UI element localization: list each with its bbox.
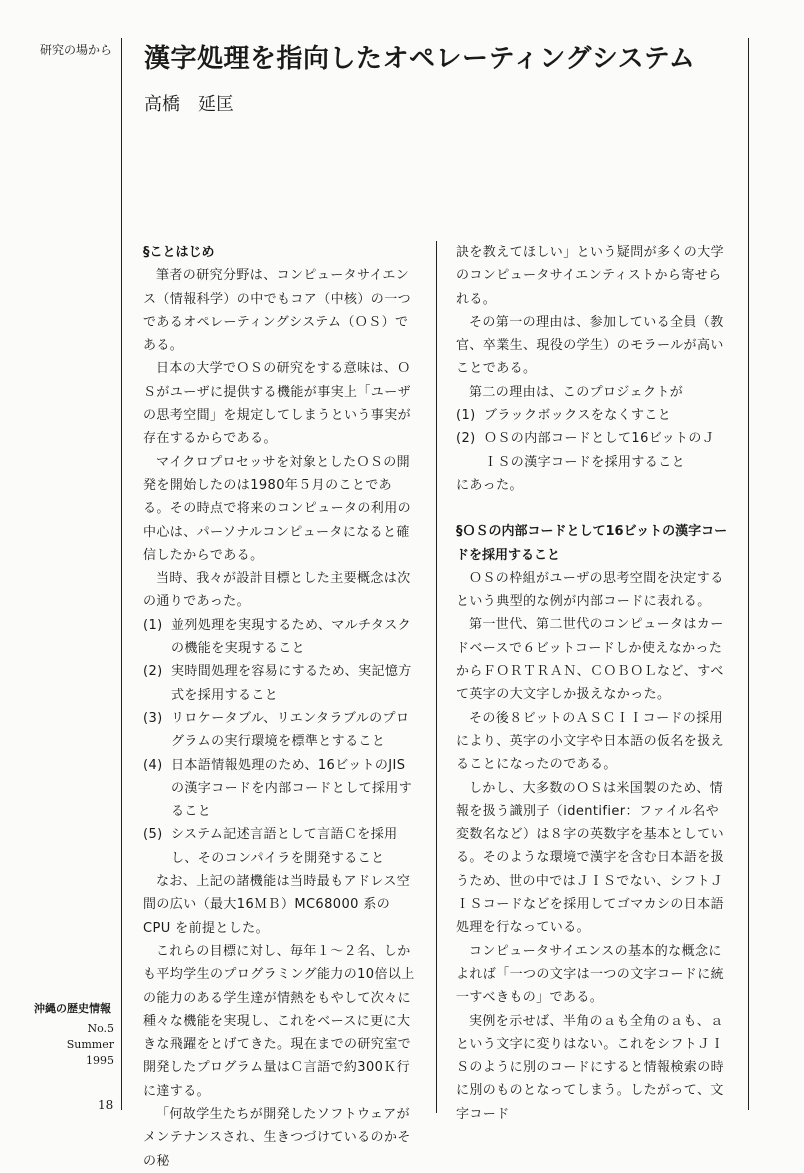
- list-text: ＯＳの内部コードとして16ビットのＪＩＳの漢字コードを採用すること: [484, 431, 716, 470]
- section-heading-internal-code: §ＯＳの内部コードとして16ビットの漢字コードを採用すること: [456, 524, 728, 563]
- paragraph: マイクロプロセッサを対象としたＯＳの開発を開始したのは1980年５月のことである。その時点で将来のコンピュータの利用の中心は、パーソナルコンピュータになると確信したからである。: [143, 454, 412, 563]
- list-text: 実時間処理を容易にするため、実記憶方式を採用すること: [171, 664, 412, 703]
- right-column: [456, 241, 728, 1126]
- paragraph: 当時、我々が設計目標とした主要概念は次の通りであった。: [143, 571, 411, 610]
- article-title: 漢字処理を指向したオペレーティングシステム: [144, 44, 696, 74]
- author-name: 高橋 延匡: [144, 94, 234, 115]
- goal-list-item: [143, 823, 415, 870]
- paragraph: コンピュータサイエンスの基本的な概念によれば「一つの文字は一つの文字コードに統一すべきもの」である。: [456, 943, 725, 1006]
- goal-list-item: [143, 707, 415, 754]
- list-text: 並列処理を実現するため、マルチタスクの機能を実現すること: [171, 617, 412, 657]
- list-text: システム記述言語として言語Ｃを採用し、そのコンパイラを開発すること: [171, 827, 398, 866]
- list-number: (4): [143, 757, 163, 773]
- list-number: (5): [143, 827, 163, 843]
- list-number: (2): [143, 664, 163, 680]
- list-number: (2): [456, 431, 476, 447]
- paragraph: なお、上記の諸機能は当時最もアドレス空間の広い（最大16ＭＢ）MC68000 系のCPU を前提とした。: [143, 874, 411, 936]
- column-divider: [436, 241, 437, 1113]
- paragraph: その後８ビットのＡＳＣＩＩコードの採用により、英字の小文字や日本語の仮名を扱えることになったのである。: [456, 710, 725, 773]
- reason-list-item: [456, 404, 728, 427]
- paragraph: その第一の理由は、参加している全員（教官、卒業生、現役の学生）のモラールが高いことである。: [456, 314, 724, 377]
- paragraph: 筆者の研究分野は、コンピュータサイエンス（情報科学）の中でもコア（中核）の一つであるオペレーティングシステム（ＯＳ）である。: [143, 268, 412, 354]
- list-number: (1): [143, 617, 163, 633]
- issue-season: Summer: [66, 1038, 114, 1051]
- paragraph: 訣を教えてほしい」という疑問が多くの大学のコンピュータサイエンティストから寄せられる。: [456, 245, 725, 307]
- paragraph: これらの目標に対し、毎年１～２名、しかも平均学生のプログラミング能力の10倍以上の能力のある学生達が情熱をもやして次々に種々な機能を実現し、これをベースに更に大きな飛躍をとげてきた。現在までの研究室で開発したプログラム量はＣ言語で約300Ｋ行に達する。: [143, 943, 415, 1099]
- paragraph: 第二の理由は、このプロジェクトが: [469, 384, 684, 400]
- paragraph: しかし、大多数のＯＳは米国製のため、情報を扱う識別子（identifier：ファイル名や変数名など）は８字の英数字を基本としている。そのような環境で漢字を含む日本語を扱うため、世の中ではＪＩＳでない、シフトＪＩＳコードなどを採用してゴマカシの日本語処理を行なっている。: [456, 780, 725, 936]
- paragraph: 実例を示せば、半角のａも全角のａも、ａという文字に変りはない。これをシフトＪＩＳのように別のコードにすると情報検索の時に別のものとなってしまう。したがって、文字コード: [456, 1013, 725, 1122]
- reason-list-item: [456, 427, 728, 474]
- issue-number: No.5: [87, 1022, 114, 1035]
- list-text: リロケータブル、リエンタラブルのプログラムの実行環境を標準とすること: [171, 710, 410, 750]
- paragraph: ＯＳの枠組がユーザの思考空間を決定するという典型的な例が内部コードに表れる。: [456, 570, 724, 610]
- section-heading-intro: §ことはじめ: [143, 245, 215, 260]
- page-number: 18: [98, 1098, 114, 1112]
- paragraph: 第一世代、第二世代のコンピュータはカードベースで６ビットコードしか使えなかったからＦＯＲＴＲＡＮ、ＣＯＢＯＬなど、すべて英字の大文字しか扱えなかった。: [456, 617, 724, 703]
- paragraph: にあった。: [456, 477, 523, 493]
- left-column: [143, 241, 415, 1173]
- goal-list-item: [143, 660, 415, 707]
- list-text: ブラックボックスをなくすこと: [484, 408, 672, 424]
- list-number: (3): [143, 710, 163, 726]
- paragraph: 日本の大学でＯＳの研究をする意味は、ＯＳがユーザに提供する機能が事実上「ユーザの思考空間」を規定してしまうという事実が存在するからである。: [143, 361, 412, 447]
- section-label: 研究の場から: [40, 43, 113, 57]
- list-text: 日本語情報処理のため、16ビットのJIS の漢字コードを内部コードとして採用すること: [171, 757, 413, 820]
- right-margin-rule: [748, 38, 749, 1110]
- goal-list-item: [143, 614, 415, 661]
- publication-name: 沖縄の歴史情報: [34, 1002, 111, 1015]
- paragraph: 「何故学生たちが開発したソフトウェアがメンテナンスされ、生きつづけているのかその秘: [143, 1106, 411, 1169]
- left-margin-rule: [121, 38, 122, 1110]
- list-number: (1): [456, 408, 476, 424]
- issue-year: 1995: [86, 1054, 114, 1067]
- goal-list-item: [143, 754, 415, 824]
